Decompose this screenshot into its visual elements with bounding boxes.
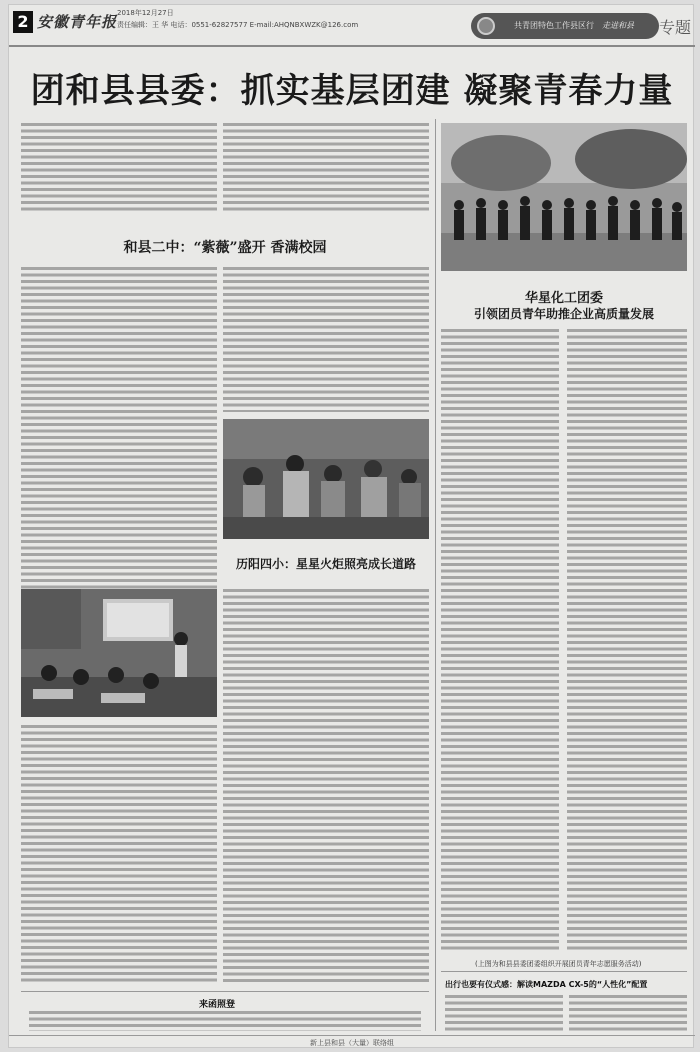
page-number: 2 [13, 11, 33, 33]
section-label: 专题 [658, 18, 691, 37]
box-border-top [21, 991, 429, 992]
intro-text-col2 [223, 123, 429, 213]
editor-info: 责任编辑：王 华 电话：0551-62827577 E-mail:AHQNBXWZK@126.com [117, 21, 359, 29]
section3-col1 [441, 329, 559, 951]
main-title: 团和县县委：抓实基层团建 凝聚青春力量 [30, 71, 674, 111]
series-banner [471, 13, 659, 39]
ad-border-top [441, 971, 687, 972]
photo-team-group [441, 123, 687, 271]
banner-text: 共青团特色工作县区行 [514, 21, 594, 30]
date-line: 2018年12月27日 [117, 9, 174, 17]
section2-col2 [223, 589, 429, 983]
subtitle-huaxing-line2: 引领团员青年助推企业高质量发展 [473, 307, 654, 321]
banner-slogan: 走进和县 [602, 21, 634, 30]
page-header [9, 5, 695, 45]
ad-title: 出行也要有仪式感：解读MAZDA CX-5的“人性化”配置 [445, 980, 648, 989]
newspaper-page [8, 4, 694, 1048]
ad-text-col1 [445, 995, 563, 1031]
footer-text: 新上县和县（大量）联络组 [310, 1039, 394, 1047]
subtitle-heyerzhong: 和县二中：“紫薇”盛开 香满校园 [123, 240, 327, 256]
section1-col2 [223, 267, 429, 412]
subtitle-liyangsixiao: 历阳四小：星星火炬照亮成长道路 [235, 557, 416, 571]
photo-students-activity [223, 419, 429, 539]
subtitle-huaxing: 华星化工团委 [524, 291, 603, 306]
section3-col2 [567, 329, 687, 951]
letter-box-title: 来函照登 [199, 1000, 236, 1010]
section2-col1 [21, 725, 217, 983]
column-divider [435, 119, 436, 1031]
ad-text-col2 [569, 995, 687, 1031]
letter-box-text [29, 1011, 421, 1031]
header-rule [9, 45, 695, 47]
footer-rule [9, 1035, 695, 1036]
photo-classroom [21, 589, 217, 717]
emblem-icon [477, 17, 495, 35]
intro-text-col1 [21, 123, 217, 213]
masthead: 安徽青年报 [37, 13, 118, 31]
photo-caption: (上图为和县县委团委组织开展团员青年志愿服务活动) [475, 960, 642, 968]
